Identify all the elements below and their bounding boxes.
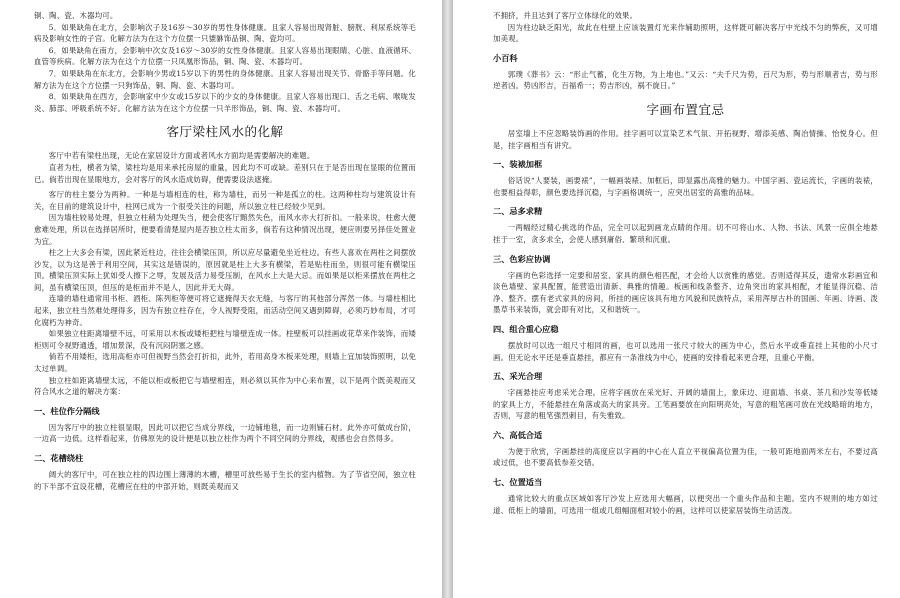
paragraph: 如果独立柱距离墙壁不远，可采用以木板或矮柜把柱与墙壁连成一体。柱壁板可以挂画或花草来作装饰，而矮柜则可令视野通透，增加景深，没有沉闷阴塞之感。	[34, 329, 416, 350]
right-page	[453, 0, 900, 598]
paragraph: 字画悬挂应考虑采光合理。应将字画放在采光好、开阔的墙面上，象床边、迎面墙、书桌、茶几和沙发等低矮的家具上方，不能悬挂在角落或高大的家具旁。工笔画要放在向阳明亮处，写意的粗笔画可放在光线略暗的地方，否则，写意的粗笔强烈刺目，有失雅致。	[493, 388, 878, 421]
paragraph: 客厅中若有梁柱出现，无论在家居设计方面或者风水方面均是需要解决的难题。	[48, 151, 315, 161]
left-intro	[34, 10, 416, 114]
paragraph: 因为客厅中的独立柱很显眼，因此可以把它当成分界线，一边铺地毯，而一边则铺石材。此外亦可做成台阶，一边高一边低。这样看起来，仿佛原先的设计便是以独立柱作为两个不同空间的分界线，观感也会自然得多。	[34, 422, 416, 444]
paragraph: 字画的色彩选择一定要和居室、家具的颜色相匹配，才会给人以赏雅的感觉。否则适得其反，遗常水彩画宜和淡色墙壁、家具配置，能营造出清新、典雅的情趣。板画和线条整齐、边角突出的家具相配，才能显得沉稳、洁净、整齐。摆有老式家具的房间，所挂的画应该具有地方风貌和民族特点，采用浑厚古朴的国画、年画、诗画、泼墨草书来装饰，就会即有对比，又和谐统一。	[493, 270, 878, 315]
paragraph: 一两幅经过精心挑选的作品，完全可以起到画龙点睛的作用。切不可将山水、人物、书法、风景一应俱全地悬挂于一室，贪多求全，会使人感到庸俗、繁琐和沉重。	[493, 223, 878, 244]
subheading: 二、忌多求精	[493, 206, 543, 217]
subheading: 五、采光合理	[493, 371, 543, 382]
paragraph: 阔大的客厅中，可在独立柱的四边围上薄薄的木槽，槽里可放些易于生长的室内植物。为了节省空间，独立柱的下半部不宜设花槽，花槽应在柱的中部开始，则既美观而又	[34, 470, 416, 491]
paragraph: 独立柱如距离墙壁太远，不能以柜或板把它与墙壁相连，则必须以其作为中心来布置，以下是两个既美观而又符合风水之道的解决方案：	[34, 375, 416, 397]
left-body	[34, 150, 416, 397]
paragraph: 郭璞《葬书》云：“形止气蓄，化生万物，为上地也。”又云：“夫千尺为势，百尺为形，势与形顺者吉，势与形逆者凶。势凶形吉，百福希一；势吉形凶，祸不旋日。”	[493, 69, 878, 91]
paragraph: 柱之上大多会有梁，因此紧近柱边，往往会横梁压顶，所以应尽量避免坐近柱边。有些人喜欢在两柱之间摆放沙发，以为这是善于利用空间，其实这是错误的，原因就是柱上大多有横梁，若是贴柱而坐，则很可能有横梁压顶。横梁压顶实际上犹如受人擦下之辱，发展及活力易受压制，在风水上大是大忌。而如果是以柜来摆放在两柱之间，虽有横梁压顶，但压的是柜而并不是人，因此并无大碍。	[34, 248, 416, 292]
subheading: 七、位置适当	[493, 477, 543, 488]
paragraph: 为便于欣赏，字画悬挂的高度应以字画的中心在人直立平视偏高位置为佳，一般可距地面两米左右，不要过高或过低，也不要高低参差交错。	[493, 446, 878, 468]
subheading: 一、柱位作分隔线	[34, 405, 100, 416]
subheading: 二、花槽绕柱	[34, 453, 84, 463]
paragraph: 6．如果缺角在南方，会影响中次女及16岁～30岁的女性身体健康。且家人容易出现眼睛、心脏、血液循环、血管等疾病。化解方法为在这个方位摆一只凤凰形饰品，铜、陶、瓷、木器均可。	[34, 45, 416, 67]
sidebar-heading: 小百科	[493, 52, 518, 63]
paragraph: 7．如果缺角在东北方，会影响少男或15岁以下的男性的身体健康。且家人容易出现关节、骨骼手等问题。化解方法为在这个方位摆一只狗饰品，铜、陶、瓷、木器均可。	[34, 68, 416, 90]
subheading: 三、色彩应协调	[493, 253, 551, 264]
paragraph: 摆放时可以选一组尺寸相同的画，也可以选用一张尺寸较大的画为中心，然后水平或垂直挂上其他的小尺寸画。但无论水平还是垂直悬挂，都应有一条准线为中心，使画的安排看起来更合理，且重心平衡。	[493, 340, 878, 362]
section-title: 字画布置宜忌	[646, 101, 725, 117]
paragraph: 通常比较大的重点区域如客厅沙发上应选用大幅画，以便突出一个重头作品和主题。室内不规则的地方如过道、低柜上的墙面，可选用一组或几组幅面相对较小的画，这样可以使家居装饰生动活泼。	[493, 494, 878, 515]
paragraph: 因为柱边缺乏阳光，故此在柱壁上应该装置灯光来作辅助照明，这样既可解决客厅中光线不匀的弊疾，又可增加美观。	[493, 22, 878, 44]
paragraph: 8．如果缺角在西方，会影响家中少女或15岁以下的少女的身体健康。且家人容易出现口、舌之毛病、喉咙发炎、肺部、呼吸系统不好。化解方法为在这个方位摆一只羊形饰品，铜、陶、瓷、木器均可。	[34, 92, 416, 113]
subheading: 六、高低合适	[493, 429, 543, 440]
paragraph: 5．如果缺角在北方，会影响次子及16岁～30岁的男性身体健康。且家人容易出现肾脏、膀胱、利尿系统等毛病及影响女性的子宫。化解方法为在这个方位摆一只貔貅饰品铜、陶、瓷均可。	[34, 22, 416, 44]
paragraph: 俗话说“人要装，画要裱”，一幅画装裱、加框后，即显露出高雅的魅力。中国字画、瓷运流长，字画的装裱，也要相益得彰，颜色要选择沉稳，与字画格调统一，应突出居室的高雅的品味。	[493, 176, 878, 197]
paragraph: 连墙的墙柱通常用书柜、酒柜、陈列柜等便可将它遮掩得天衣无缝，与客厅的其他部分浑然一体。与墙柱相比起来，独立柱当然难处理得多，因为有独立柱存在，令人视野受阻，而活动空间又遇到障碍，必须巧妙布局，才可化腐朽为神奇。	[34, 294, 416, 327]
subheading: 一、装裱加框	[493, 159, 543, 170]
paragraph: 居室墙上不应忽略装饰画的作用。挂字画可以宣染艺术气氛、开拓视野、增添美感、陶冶情操、怡悦身心。但是，挂字画相当有讲究。	[493, 128, 878, 150]
subheading: 四、组合重心应稳	[493, 323, 559, 334]
paragraph: 倘若不用矮柜，选用高柜亦可但视野当然会打折扣，此外，若用高身木板来处理，则墙上宜加装饰照明，以免太过单调。	[34, 352, 416, 374]
paragraph: 直者为柱，横者为梁，梁柱均是用来承托房屋的重量，因此均不可或缺。差别只在于是否出现在显眼的位置而已。倘若出现在显眼地方，会对客厅的风水造成妨碍，便需要设法遮掩。	[34, 162, 416, 184]
left-page	[0, 0, 442, 598]
paragraph: 不拥挤，并且达到了客厅立体绿化的效果。	[493, 11, 638, 20]
paragraph: 因为墙柱较易处理，但独立柱稍为处理失当，便会使客厅黯然失色，而风水亦大打折扣。一般来说，柱愈大便愈难处理，所以在选择居所时，便要看清楚屋内是否独立柱太而多，倘若有这种情况出现，便应则要另择佳处置业为宜。	[34, 213, 416, 246]
paragraph: 铜、陶、瓷、木器均可。	[34, 11, 118, 20]
paragraph: 客厅的柱主要分为两种。一种是与墙相连的柱，称为墙柱，而另一种是孤立的柱。这两种柱均与建筑设计有关，在目前的建筑设计中，柱网已成为一个很受关注的问题，所以独立柱已经较少见到。	[34, 190, 416, 211]
page-gutter	[442, 0, 453, 598]
section-title: 客厅梁柱风水的化解	[166, 124, 284, 140]
